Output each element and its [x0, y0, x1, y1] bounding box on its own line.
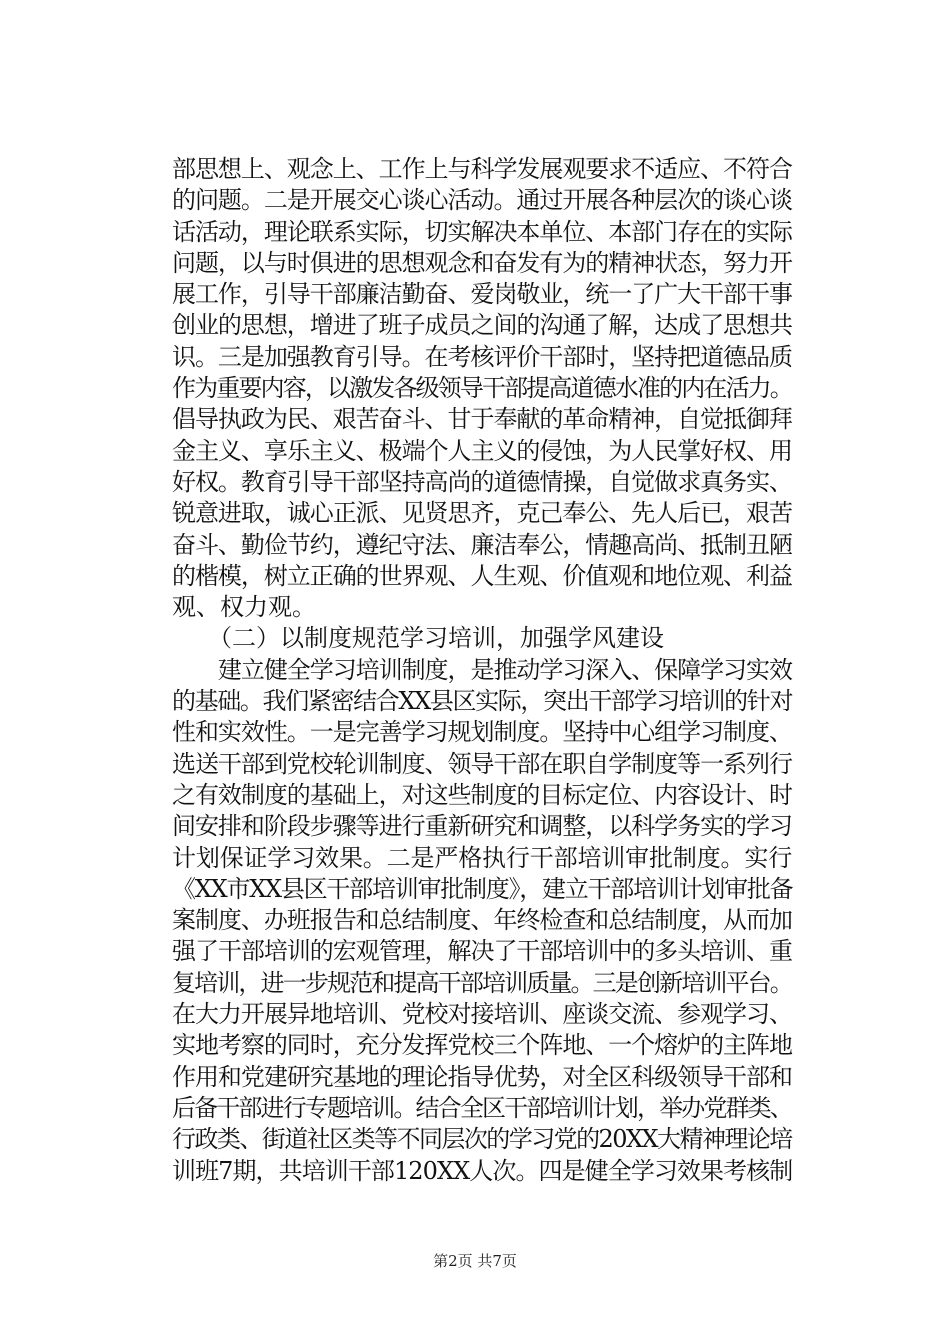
- text-line: 案制度、办班报告和总结制度、年终检查和总结制度，从而加: [172, 906, 792, 935]
- text-line: 在大力开展异地培训、党校对接培训、座谈交流、参观学习、: [172, 1000, 792, 1029]
- text-line: 间安排和阶段步骤等进行重新研究和调整，以科学务实的学习: [172, 812, 792, 841]
- text-line: 计划保证学习效果。二是严格执行干部培训审批制度。实行: [172, 843, 793, 872]
- text-line: 训班7期，共培训干部120XX人次。四是健全学习效果考核制: [172, 1156, 793, 1185]
- text-line: 展工作，引导干部廉洁勤奋、爱岗敬业，统一了广大干部干事: [172, 280, 792, 309]
- text-line: 部思想上、观念上、工作上与科学发展观要求不适应、不符合: [172, 155, 792, 183]
- text-line: 的楷模，树立正确的世界观、人生观、价值观和地位观、利益: [172, 561, 792, 590]
- text-line: 后备干部进行专题培训。结合全区干部培训计划，举办党群类、: [172, 1093, 792, 1122]
- text-line: 作用和党建研究基地的理论指导优势，对全区科级领导干部和: [172, 1062, 792, 1091]
- text-line: 性和实效性。一是完善学习规划制度。坚持中心组学习制度、: [172, 718, 792, 747]
- document-body: [172, 154, 792, 1187]
- text-line: 的问题。二是开展交心谈心活动。通过开展各种层次的谈心谈: [172, 186, 792, 215]
- text-line: 金主义、享乐主义、极端个人主义的侵蚀，为人民掌好权、用: [172, 436, 792, 465]
- text-line: 话活动，理论联系实际，切实解决本单位、本部门存在的实际: [172, 217, 792, 246]
- page-footer: 第2页 共7页: [433, 1252, 517, 1270]
- text-line: 观、权力观。: [172, 593, 316, 622]
- text-line: 识。三是加强教育引导。在考核评价干部时，坚持把道德品质: [172, 342, 792, 371]
- text-line: 实地考察的同时，充分发挥党校三个阵地、一个熔炉的主阵地: [172, 1031, 792, 1060]
- text-line: 倡导执政为民、艰苦奋斗、甘于奉献的革命精神，自觉抵御拜: [172, 405, 792, 434]
- text-line: 作为重要内容，以激发各级领导干部提高道德水准的内在活力。: [172, 374, 792, 403]
- text-line: 锐意进取，诚心正派、见贤思齐，克己奉公、先人后已，艰苦: [172, 499, 792, 528]
- text-line: 复培训，进一步规范和提高干部培训质量。三是创新培训平台。: [172, 968, 792, 997]
- text-line: 问题，以与时俱进的思想观念和奋发有为的精神状态，努力开: [172, 248, 792, 277]
- text-line: （二）以制度规范学习培训，加强学风建设: [172, 624, 664, 653]
- text-line: 选送干部到党校轮训制度、领导干部在职自学制度等一系列行: [172, 749, 792, 778]
- text-line: 好权。教育引导干部坚持高尚的道德情操，自觉做求真务实、: [172, 467, 792, 496]
- text-line: 建立健全学习培训制度，是推动学习深入、保障学习实效: [172, 655, 792, 684]
- text-line: 行政类、街道社区类等不同层次的学习党的20XX大精神理论培: [172, 1125, 792, 1154]
- text-line: 的基础。我们紧密结合XX县区实际，突出干部学习培训的针对: [172, 687, 793, 716]
- text-line: 创业的思想，增进了班子成员之间的沟通了解，达成了思想共: [172, 311, 792, 340]
- text-line: 《XX市XX县区干部培训审批制度》，建立干部培训计划审批备: [172, 874, 793, 903]
- text-line: 强了干部培训的宏观管理，解决了干部培训中的多头培训、重: [172, 937, 792, 966]
- text-line: 之有效制度的基础上，对这些制度的目标定位、内容设计、时: [172, 780, 792, 809]
- text-line: 奋斗、勤俭节约，遵纪守法、廉洁奉公，情趣高尚、抵制丑陋: [172, 530, 792, 559]
